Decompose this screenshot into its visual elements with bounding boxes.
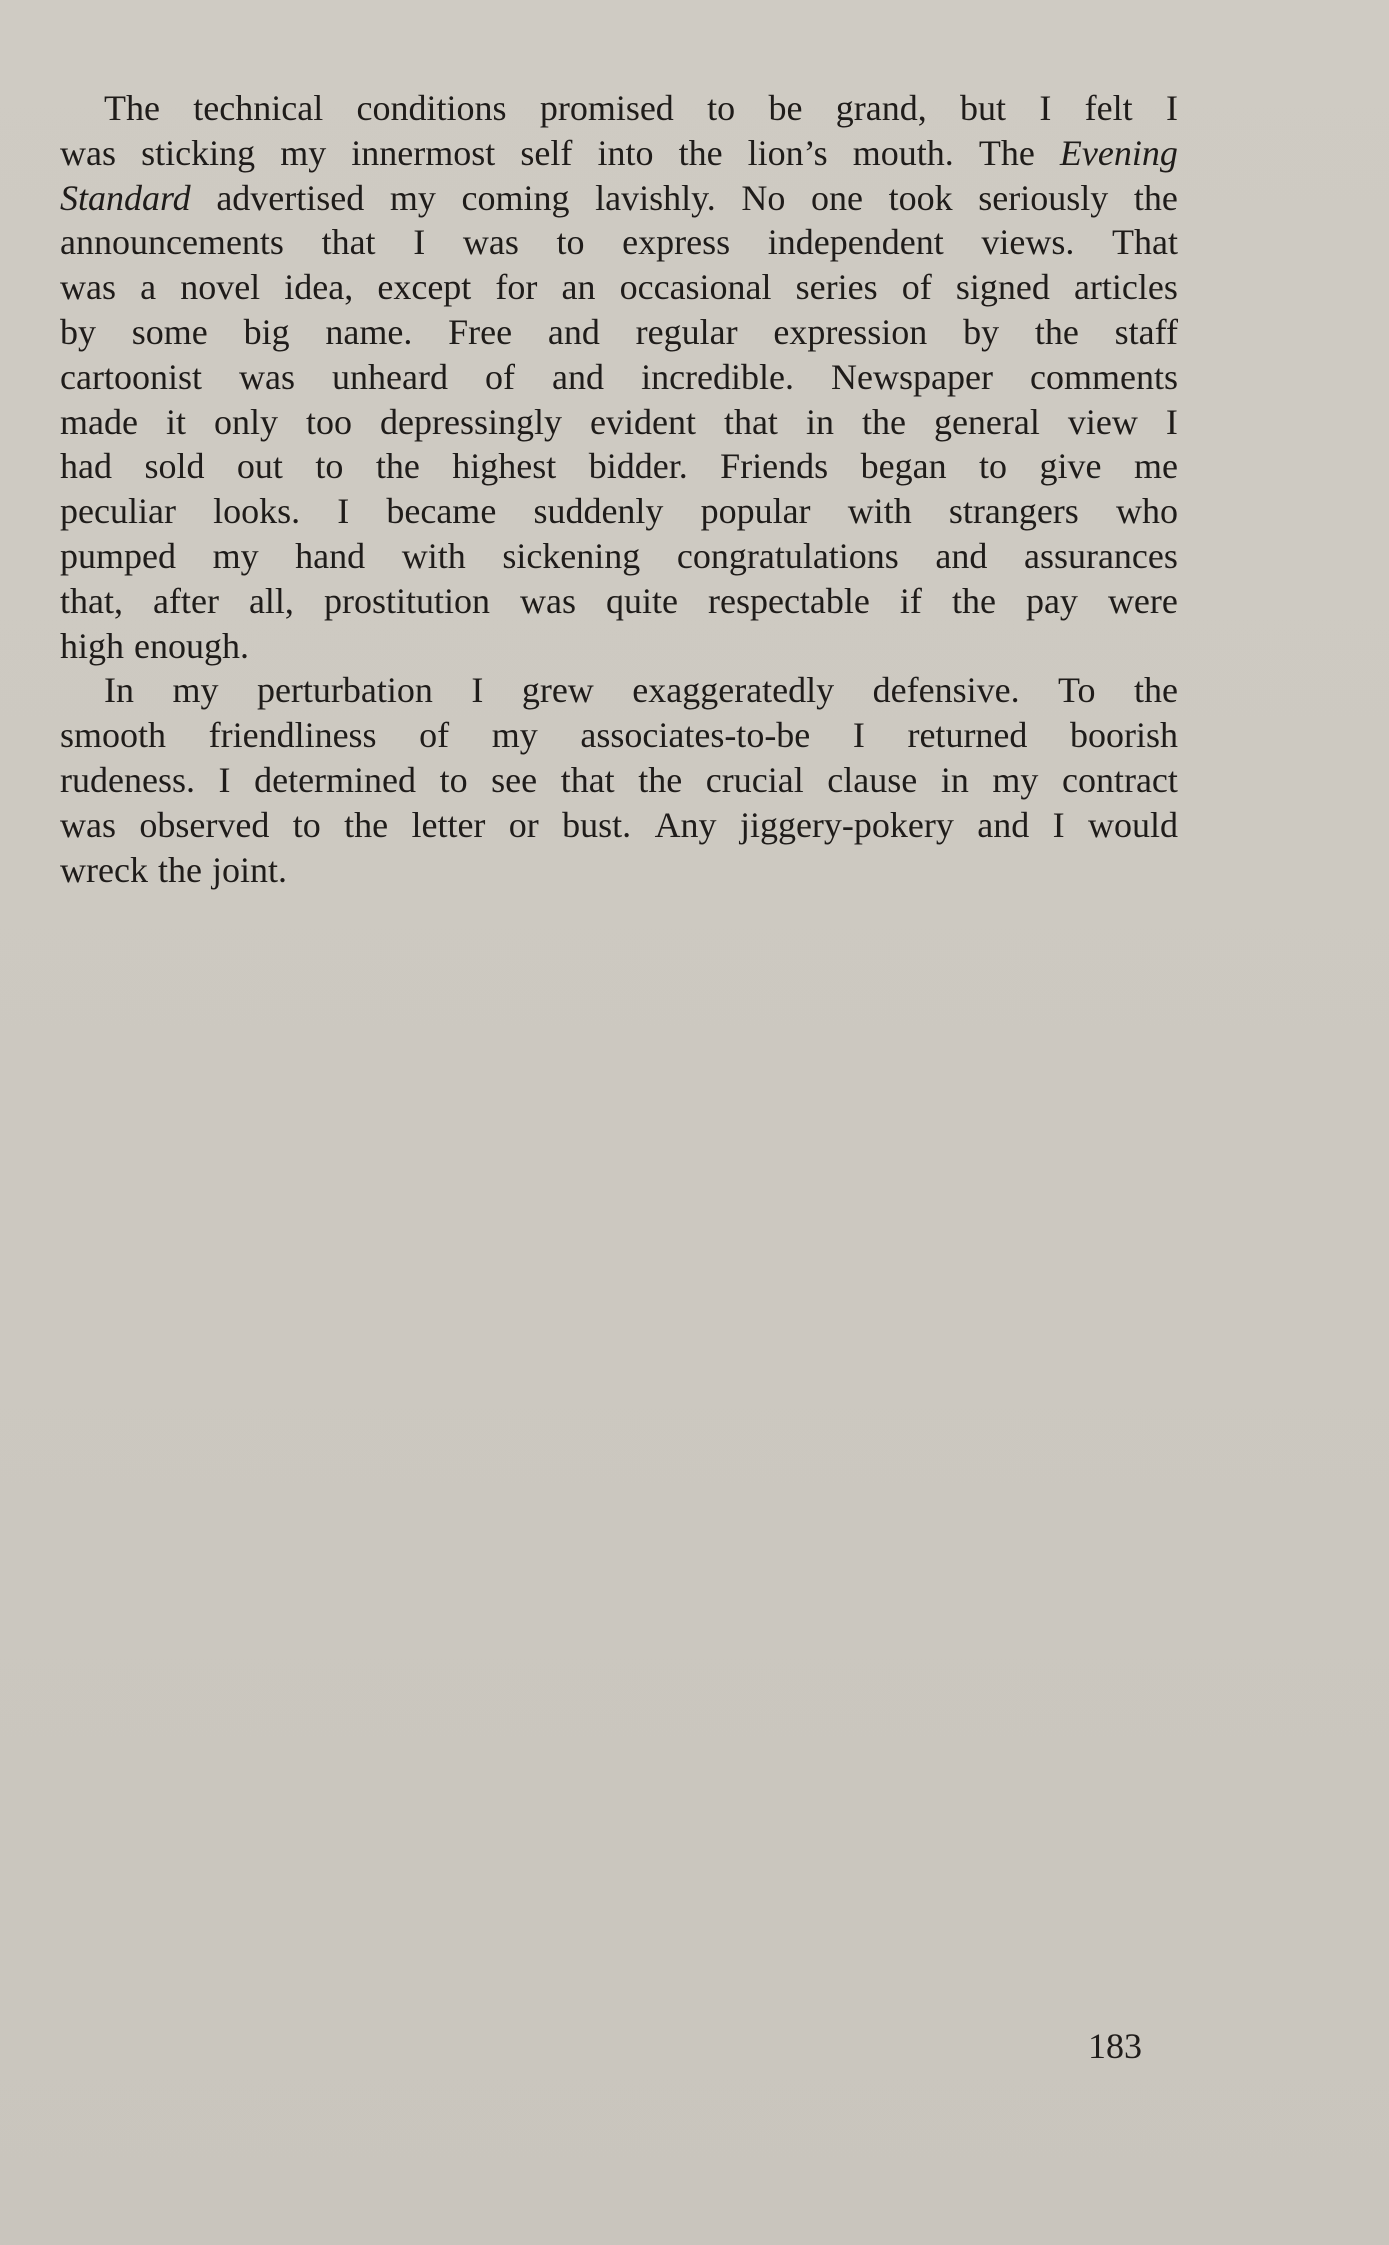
word: with: [401, 535, 466, 576]
word: I: [337, 491, 350, 532]
word: or: [508, 804, 539, 845]
word: give: [1039, 446, 1102, 487]
word: that,: [60, 580, 123, 621]
word: I: [218, 759, 231, 800]
word: advertised: [216, 177, 365, 218]
word: my: [491, 715, 538, 756]
text-line: [60, 489, 1178, 534]
word: of: [485, 356, 516, 397]
word: promised: [539, 88, 674, 128]
word: except: [377, 267, 472, 308]
word: In: [104, 670, 134, 711]
word: became: [386, 491, 497, 532]
word: the: [375, 446, 420, 487]
word: staff: [1114, 311, 1178, 352]
word: and: [935, 535, 988, 576]
word: I: [471, 670, 484, 711]
text-line: [60, 131, 1178, 176]
text-line: [60, 220, 1178, 265]
word: to: [556, 222, 585, 263]
word: in: [940, 759, 969, 800]
word: novel: [180, 267, 261, 308]
word: crucial: [705, 759, 804, 800]
text-line: [60, 400, 1178, 445]
word: view: [1067, 401, 1138, 442]
word: that: [560, 759, 615, 800]
word: enough.: [134, 625, 249, 666]
word: I: [1165, 88, 1178, 128]
word: after: [153, 580, 219, 621]
word: bidder.: [588, 446, 688, 487]
word: observed: [139, 804, 270, 845]
word: a: [140, 267, 157, 308]
word: exaggeratedly: [632, 670, 835, 711]
word: me: [1133, 446, 1178, 487]
word: my: [172, 670, 219, 711]
page-number: 183: [1088, 2026, 1142, 2066]
word: it: [165, 401, 186, 442]
word: joint.: [211, 849, 287, 890]
text-line: [60, 534, 1178, 579]
word: occasional: [619, 267, 772, 308]
word: signed: [955, 267, 1050, 308]
word: Newspaper: [831, 356, 993, 397]
word: cartoonist: [60, 356, 202, 397]
text-line: [60, 176, 1178, 221]
text-line: [60, 803, 1178, 848]
word: Friends: [720, 446, 829, 487]
word: prostitution: [323, 580, 490, 621]
word: my: [389, 177, 436, 218]
text-line: [60, 444, 1178, 489]
text-line: [60, 579, 1178, 624]
word: boorish: [1070, 715, 1178, 756]
word: incredible.: [641, 356, 794, 397]
word: innermost: [351, 132, 496, 173]
word: and: [547, 311, 600, 352]
word: into: [597, 132, 654, 173]
word: out: [236, 446, 283, 487]
word: series: [795, 267, 878, 308]
word: had: [60, 446, 112, 487]
word: sold: [144, 446, 205, 487]
word: mouth.: [852, 132, 954, 173]
word: unheard: [332, 356, 448, 397]
word: only: [213, 401, 278, 442]
word: the: [1134, 670, 1178, 711]
word: be: [768, 88, 803, 128]
word: strangers: [948, 491, 1079, 532]
text-line: [60, 848, 1178, 893]
word: I: [1165, 401, 1178, 442]
word: of: [419, 715, 450, 756]
word: to: [707, 88, 736, 128]
italic-word: Standard: [60, 177, 191, 218]
word: sickening: [502, 535, 641, 576]
word: returned: [907, 715, 1028, 756]
word: the: [1034, 311, 1079, 352]
word: defensive.: [872, 670, 1020, 711]
word: pay: [1025, 580, 1078, 621]
word: the: [678, 132, 723, 173]
word: evident: [589, 401, 696, 442]
word: if: [899, 580, 922, 621]
word: expression: [773, 311, 928, 352]
word: made: [60, 401, 138, 442]
word: who: [1115, 491, 1178, 532]
word: was: [60, 132, 116, 173]
text-line: [60, 668, 1178, 713]
text-line: [60, 624, 1178, 669]
word: associates-to-be: [580, 715, 811, 756]
word: my: [280, 132, 327, 173]
word: the: [157, 849, 202, 890]
word: took: [888, 177, 953, 218]
text-line: [60, 86, 1178, 131]
word: jiggery-pokery: [739, 804, 954, 845]
word: that: [723, 401, 778, 442]
word: lion’s: [747, 132, 828, 173]
word: technical: [193, 88, 324, 128]
word: by: [60, 311, 96, 352]
word: and: [552, 356, 605, 397]
word: by: [963, 311, 1000, 352]
word: looks.: [213, 491, 301, 532]
word: The: [978, 132, 1035, 173]
word: too: [306, 401, 353, 442]
word: highest: [452, 446, 557, 487]
word: comments: [1030, 356, 1178, 397]
italic-word: Evening: [1059, 132, 1178, 173]
word: articles: [1073, 267, 1178, 308]
word: some: [131, 311, 208, 352]
word: all,: [248, 580, 294, 621]
word: letter: [411, 804, 486, 845]
word: was: [60, 267, 116, 308]
word: was: [519, 580, 576, 621]
word: was: [462, 222, 519, 263]
paragraph: [60, 86, 1178, 668]
word: to: [979, 446, 1008, 487]
word: and: [977, 804, 1030, 845]
word: an: [561, 267, 596, 308]
word: coming: [461, 177, 570, 218]
word: express: [622, 222, 731, 263]
word: Any: [654, 804, 717, 845]
word: idea,: [284, 267, 354, 308]
word: I: [413, 222, 426, 263]
word: sticking: [141, 132, 256, 173]
word: The: [104, 88, 160, 128]
text-line: [60, 758, 1178, 803]
word: announcements: [60, 222, 284, 263]
word: for: [495, 267, 538, 308]
word: congratulations: [676, 535, 899, 576]
word: quite: [606, 580, 678, 621]
word: bust.: [562, 804, 632, 845]
word: I: [1039, 88, 1052, 128]
word: rudeness.: [60, 759, 195, 800]
word: depressingly: [380, 401, 562, 442]
paragraph: [60, 668, 1178, 892]
word: pumped: [60, 535, 176, 576]
word: one: [811, 177, 864, 218]
word: lavishly.: [595, 177, 716, 218]
word: independent: [767, 222, 944, 263]
word: that: [321, 222, 376, 263]
word: my: [992, 759, 1039, 800]
word: the: [1133, 177, 1178, 218]
word: smooth: [60, 715, 167, 756]
word: peculiar: [60, 491, 176, 532]
word: views.: [981, 222, 1075, 263]
word: To: [1058, 670, 1096, 711]
word: popular: [700, 491, 811, 532]
word: to: [439, 759, 468, 800]
word: the: [861, 401, 906, 442]
word: was: [60, 804, 116, 845]
word: my: [212, 535, 259, 576]
word: of: [901, 267, 932, 308]
word: self: [520, 132, 573, 173]
word: name.: [325, 311, 413, 352]
word: friendliness: [208, 715, 377, 756]
word: in: [805, 401, 834, 442]
word: perturbation: [256, 670, 433, 711]
word: with: [847, 491, 912, 532]
word: grand,: [835, 88, 927, 128]
text-line: [60, 355, 1178, 400]
word: clause: [827, 759, 918, 800]
word: regular: [635, 311, 738, 352]
word: the: [344, 804, 389, 845]
text-line: [60, 265, 1178, 310]
word: That: [1111, 222, 1178, 263]
word: respectable: [708, 580, 870, 621]
word: determined: [254, 759, 417, 800]
word: would: [1087, 804, 1178, 845]
word: hand: [295, 535, 366, 576]
word: seriously: [978, 177, 1109, 218]
word: see: [491, 759, 538, 800]
word: No: [741, 177, 786, 218]
word: conditions: [356, 88, 507, 128]
word: began: [860, 446, 947, 487]
word: grew: [521, 670, 594, 711]
word: Free: [448, 311, 513, 352]
word: was: [239, 356, 295, 397]
text-line: [60, 310, 1178, 355]
word: were: [1107, 580, 1178, 621]
word: I: [852, 715, 865, 756]
word: to: [292, 804, 321, 845]
word: assurances: [1023, 535, 1178, 576]
word: big: [243, 311, 290, 352]
word: I: [1052, 804, 1065, 845]
word: high: [60, 625, 125, 666]
body-text: [60, 86, 1178, 892]
word: the: [951, 580, 996, 621]
word: but: [960, 88, 1007, 128]
word: contract: [1061, 759, 1178, 800]
word: general: [933, 401, 1040, 442]
text-line: [60, 713, 1178, 758]
word: the: [638, 759, 683, 800]
word: felt: [1084, 88, 1133, 128]
word: suddenly: [533, 491, 664, 532]
word: wreck: [60, 849, 148, 890]
word: to: [315, 446, 344, 487]
